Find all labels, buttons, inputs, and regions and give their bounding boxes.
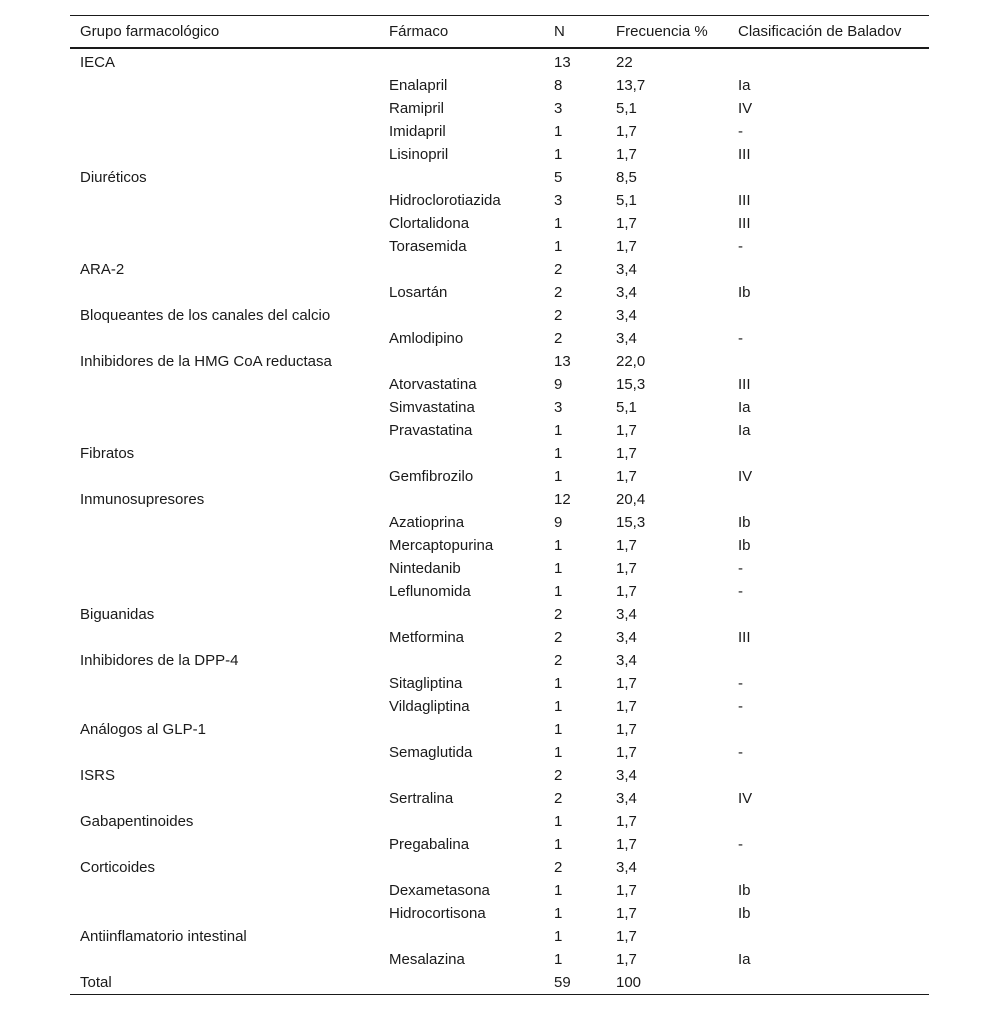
cell-n: 9 [554, 514, 563, 531]
table-row [70, 350, 929, 373]
cell-baladov-class: III [738, 146, 751, 163]
cell-baladov-class [728, 810, 929, 833]
cell-n: 1 [554, 836, 563, 853]
cell-n: 1 [554, 675, 563, 692]
cell-n: 1 [554, 537, 563, 554]
cell-group [70, 74, 379, 97]
cell-baladov-class: III [738, 376, 751, 393]
cell-baladov-class: - [738, 583, 743, 600]
cell-baladov-class [728, 48, 929, 74]
table-row [70, 764, 929, 787]
table-row [70, 281, 929, 304]
cell-n: 1 [554, 951, 563, 968]
cell-drug: Metformina [389, 629, 465, 646]
cell-baladov-class: Ia [738, 77, 751, 94]
cell-n: 1 [554, 468, 563, 485]
cell-n: 2 [554, 790, 563, 807]
cell-frequency: 1,7 [616, 698, 637, 715]
table-row [70, 304, 929, 327]
cell-frequency: 3,4 [616, 261, 637, 278]
table-row [70, 626, 929, 649]
drug-table-container [70, 15, 929, 995]
cell-frequency: 1,7 [616, 675, 637, 692]
table-row [70, 833, 929, 856]
cell-frequency: 1,7 [616, 928, 637, 945]
cell-drug [379, 649, 544, 672]
cell-drug: Ramipril [389, 100, 445, 117]
table-row [70, 810, 929, 833]
table-row [70, 787, 929, 810]
cell-frequency: 1,7 [616, 744, 637, 761]
cell-frequency: 3,4 [616, 629, 637, 646]
cell-drug: Simvastatina [389, 399, 475, 416]
cell-group [70, 465, 379, 488]
cell-drug: Pregabalina [389, 836, 470, 853]
cell-frequency: 20,4 [616, 491, 646, 508]
cell-drug: Enalapril [389, 77, 448, 94]
cell-n: 1 [554, 560, 563, 577]
cell-baladov-class [728, 258, 929, 281]
cell-drug [379, 810, 544, 833]
cell-frequency: 1,7 [616, 560, 637, 577]
cell-frequency: 1,7 [616, 905, 637, 922]
cell-drug: Nintedanib [389, 560, 461, 577]
cell-n: 1 [554, 928, 563, 945]
cell-group: Total [80, 974, 112, 991]
cell-group [70, 327, 379, 350]
cell-frequency: 13,7 [616, 77, 646, 94]
table-row [70, 258, 929, 281]
cell-drug: Dexametasona [389, 882, 490, 899]
cell-n: 13 [554, 54, 571, 71]
cell-drug [379, 304, 544, 327]
header-drug: Fármaco [389, 23, 449, 40]
table-row [70, 695, 929, 718]
cell-frequency: 3,4 [616, 606, 637, 623]
cell-frequency: 3,4 [616, 790, 637, 807]
cell-frequency: 3,4 [616, 859, 637, 876]
cell-group [70, 948, 379, 971]
cell-baladov-class: III [738, 215, 751, 232]
cell-drug [379, 764, 544, 787]
cell-group [70, 120, 379, 143]
cell-drug: Atorvastatina [389, 376, 477, 393]
cell-drug: Pravastatina [389, 422, 473, 439]
cell-frequency: 1,7 [616, 951, 637, 968]
cell-frequency: 3,4 [616, 652, 637, 669]
cell-n: 1 [554, 698, 563, 715]
cell-baladov-class: - [738, 123, 743, 140]
cell-drug [379, 350, 544, 373]
header-row [70, 16, 929, 49]
cell-n: 2 [554, 629, 563, 646]
cell-group: Bloqueantes de los canales del calcio [80, 307, 331, 324]
cell-baladov-class: - [738, 698, 743, 715]
cell-baladov-class [728, 856, 929, 879]
cell-n: 1 [554, 238, 563, 255]
header-n: N [554, 23, 565, 40]
cell-n: 1 [554, 813, 563, 830]
cell-baladov-class: - [738, 744, 743, 761]
cell-group [70, 672, 379, 695]
cell-n: 2 [554, 652, 563, 669]
cell-drug [379, 856, 544, 879]
cell-group: Corticoides [80, 859, 156, 876]
cell-baladov-class [728, 442, 929, 465]
cell-drug [379, 488, 544, 511]
cell-frequency: 5,1 [616, 399, 637, 416]
cell-drug: Torasemida [389, 238, 467, 255]
cell-frequency: 1,7 [616, 146, 637, 163]
table-row [70, 488, 929, 511]
cell-drug: Lisinopril [389, 146, 449, 163]
cell-n: 3 [554, 399, 563, 416]
cell-frequency: 1,7 [616, 836, 637, 853]
cell-drug: Sertralina [389, 790, 454, 807]
cell-frequency: 1,7 [616, 123, 637, 140]
table-row [70, 902, 929, 925]
cell-group [70, 902, 379, 925]
table-row [70, 971, 929, 995]
table-row [70, 166, 929, 189]
cell-group [70, 833, 379, 856]
cell-n: 3 [554, 192, 563, 209]
cell-drug: Hidroclorotiazida [389, 192, 501, 209]
table-row [70, 856, 929, 879]
cell-n: 1 [554, 445, 563, 462]
cell-baladov-class: Ia [738, 422, 751, 439]
cell-frequency: 1,7 [616, 445, 637, 462]
table-body [70, 48, 929, 995]
cell-drug: Mesalazina [389, 951, 465, 968]
cell-baladov-class [728, 971, 929, 995]
cell-baladov-class: Ia [738, 399, 751, 416]
table-row [70, 718, 929, 741]
table-row [70, 511, 929, 534]
table-row [70, 948, 929, 971]
cell-frequency: 1,7 [616, 882, 637, 899]
cell-n: 2 [554, 330, 563, 347]
cell-drug [379, 442, 544, 465]
table-row [70, 212, 929, 235]
cell-drug: Losartán [389, 284, 448, 301]
cell-group [70, 396, 379, 419]
cell-baladov-class [728, 764, 929, 787]
cell-frequency: 3,4 [616, 284, 637, 301]
cell-baladov-class: - [738, 238, 743, 255]
cell-group: Biguanidas [80, 606, 155, 623]
cell-baladov-class: - [738, 836, 743, 853]
cell-group: Fibratos [80, 445, 135, 462]
cell-n: 59 [554, 974, 571, 991]
table-row [70, 48, 929, 74]
cell-baladov-class: Ib [738, 905, 751, 922]
cell-baladov-class: IV [738, 790, 753, 807]
cell-drug: Azatioprina [389, 514, 465, 531]
cell-baladov-class [728, 166, 929, 189]
header-baladov-class: Clasificación de Baladov [738, 23, 902, 40]
cell-n: 1 [554, 146, 563, 163]
table-row [70, 442, 929, 465]
cell-drug [379, 971, 544, 995]
header-group: Grupo farmacológico [80, 23, 220, 40]
cell-group: Inhibidores de la DPP-4 [80, 652, 239, 669]
cell-frequency: 1,7 [616, 813, 637, 830]
cell-baladov-class [728, 304, 929, 327]
cell-frequency: 5,1 [616, 100, 637, 117]
cell-n: 8 [554, 77, 563, 94]
cell-group [70, 626, 379, 649]
cell-frequency: 1,7 [616, 422, 637, 439]
cell-drug [379, 925, 544, 948]
cell-drug: Hidrocortisona [389, 905, 486, 922]
cell-frequency: 3,4 [616, 330, 637, 347]
table-header [70, 16, 929, 49]
cell-drug [379, 718, 544, 741]
cell-n: 2 [554, 767, 563, 784]
cell-drug [379, 48, 544, 74]
cell-baladov-class [728, 488, 929, 511]
cell-n: 13 [554, 353, 571, 370]
cell-group [70, 97, 379, 120]
cell-drug: Leflunomida [389, 583, 471, 600]
cell-n: 9 [554, 376, 563, 393]
cell-group: Inhibidores de la HMG CoA reductasa [80, 353, 332, 370]
cell-baladov-class: III [738, 192, 751, 209]
cell-drug: Sitagliptina [389, 675, 463, 692]
cell-drug: Gemfibrozilo [389, 468, 474, 485]
table-row [70, 672, 929, 695]
table-row [70, 741, 929, 764]
drug-table [70, 15, 929, 995]
cell-baladov-class: Ia [738, 951, 751, 968]
cell-group [70, 741, 379, 764]
table-row [70, 925, 929, 948]
table-row [70, 327, 929, 350]
cell-drug [379, 258, 544, 281]
cell-drug [379, 166, 544, 189]
cell-group [70, 212, 379, 235]
cell-baladov-class [728, 350, 929, 373]
cell-frequency: 1,7 [616, 583, 637, 600]
cell-group [70, 281, 379, 304]
cell-baladov-class: IV [738, 468, 753, 485]
cell-baladov-class: Ib [738, 284, 751, 301]
cell-group [70, 189, 379, 212]
table-row [70, 143, 929, 166]
cell-frequency: 5,1 [616, 192, 637, 209]
cell-group [70, 373, 379, 396]
cell-group: Gabapentinoides [80, 813, 194, 830]
cell-group [70, 695, 379, 718]
cell-frequency: 1,7 [616, 721, 637, 738]
cell-baladov-class: III [738, 629, 751, 646]
table-row [70, 649, 929, 672]
cell-frequency: 8,5 [616, 169, 637, 186]
table-row [70, 603, 929, 626]
table-row [70, 396, 929, 419]
cell-frequency: 100 [616, 974, 642, 991]
table-row [70, 534, 929, 557]
cell-n: 1 [554, 744, 563, 761]
cell-frequency: 1,7 [616, 537, 637, 554]
cell-frequency: 1,7 [616, 468, 637, 485]
cell-n: 1 [554, 422, 563, 439]
cell-group: ARA-2 [80, 261, 125, 278]
cell-drug: Imidapril [389, 123, 446, 140]
cell-drug: Vildagliptina [389, 698, 470, 715]
cell-frequency: 3,4 [616, 307, 637, 324]
cell-n: 1 [554, 905, 563, 922]
table-row [70, 373, 929, 396]
cell-group: IECA [80, 54, 116, 71]
cell-group: Antiinflamatorio intestinal [80, 928, 247, 945]
cell-n: 1 [554, 583, 563, 600]
cell-frequency: 22,0 [616, 353, 646, 370]
cell-group [70, 511, 379, 534]
cell-group: Diuréticos [80, 169, 147, 186]
cell-n: 1 [554, 215, 563, 232]
cell-baladov-class [728, 649, 929, 672]
cell-group [70, 235, 379, 258]
cell-n: 5 [554, 169, 563, 186]
cell-baladov-class [728, 925, 929, 948]
cell-group: Análogos al GLP-1 [80, 721, 206, 738]
table-row [70, 419, 929, 442]
table-row [70, 189, 929, 212]
table-row [70, 97, 929, 120]
cell-frequency: 15,3 [616, 514, 646, 531]
cell-group [70, 419, 379, 442]
cell-drug: Clortalidona [389, 215, 470, 232]
cell-group: Inmunosupresores [80, 491, 205, 508]
table-row [70, 465, 929, 488]
cell-group: ISRS [80, 767, 116, 784]
cell-baladov-class: - [738, 675, 743, 692]
cell-group [70, 580, 379, 603]
cell-n: 3 [554, 100, 563, 117]
cell-frequency: 15,3 [616, 376, 646, 393]
cell-n: 12 [554, 491, 571, 508]
cell-frequency: 3,4 [616, 767, 637, 784]
cell-group [70, 557, 379, 580]
cell-group [70, 787, 379, 810]
table-row [70, 74, 929, 97]
cell-baladov-class: - [738, 330, 743, 347]
cell-n: 1 [554, 882, 563, 899]
cell-group [70, 143, 379, 166]
cell-drug: Amlodipino [389, 330, 464, 347]
cell-n: 2 [554, 606, 563, 623]
cell-n: 2 [554, 307, 563, 324]
cell-frequency: 22 [616, 54, 633, 71]
cell-baladov-class: Ib [738, 537, 751, 554]
cell-baladov-class [728, 603, 929, 626]
header-frequency: Frecuencia % [616, 23, 708, 40]
cell-frequency: 1,7 [616, 238, 637, 255]
table-row [70, 580, 929, 603]
cell-n: 1 [554, 123, 563, 140]
cell-n: 2 [554, 284, 563, 301]
cell-baladov-class: Ib [738, 882, 751, 899]
cell-frequency: 1,7 [616, 215, 637, 232]
table-row [70, 557, 929, 580]
cell-drug: Semaglutida [389, 744, 473, 761]
cell-baladov-class: - [738, 560, 743, 577]
table-row [70, 120, 929, 143]
cell-n: 2 [554, 261, 563, 278]
cell-group [70, 534, 379, 557]
cell-drug [379, 603, 544, 626]
cell-baladov-class: Ib [738, 514, 751, 531]
table-row [70, 879, 929, 902]
cell-n: 1 [554, 721, 563, 738]
cell-baladov-class: IV [738, 100, 753, 117]
cell-group [70, 879, 379, 902]
cell-baladov-class [728, 718, 929, 741]
table-row [70, 235, 929, 258]
cell-drug: Mercaptopurina [389, 537, 494, 554]
cell-n: 2 [554, 859, 563, 876]
